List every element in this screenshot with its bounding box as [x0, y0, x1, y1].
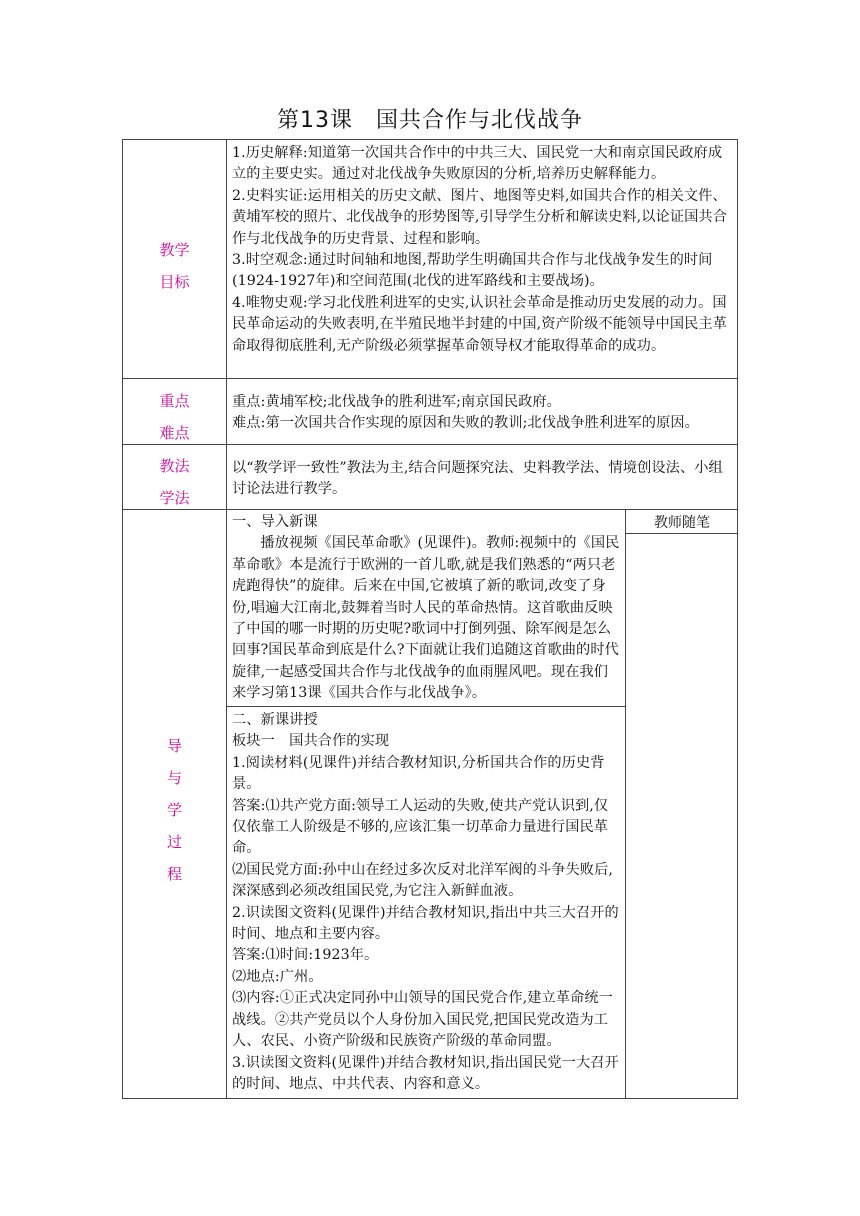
notes-header-divider	[625, 533, 737, 534]
objectives-label: 教学 目标	[159, 241, 190, 291]
objective-item: 2.史料实证:运用相关的历史文献、图片、地图等史料,如国共合作的相关文件、黄埔军校的照片、北伐战争的形势图等,引导学生分析和解读史料,以论证国共合作与北伐战争的历史背景、过程和影响。	[232, 187, 727, 247]
new-lesson-section	[232, 710, 620, 1095]
methods-content: 以“教学评一致性”教法为主,结合问题探究法、史料教学法、情境创设法、小组讨论法进行教学。	[232, 460, 723, 498]
lesson-line: ⑶内容:①正式决定同孙中山领导的国民党合作,建立革命统一战线。②共产党员以个人身份加入国民党,把国民党改造为工人、农民、小资产阶级和民族资产阶级的革命同盟。	[232, 990, 613, 1050]
process-label: 导 与 学 过 程	[166, 737, 182, 883]
lesson-line: ⑵地点:广州。	[232, 968, 323, 985]
lesson-line: 答案:⑴共产党方面:领导工人运动的失败,使共产党认识到,仅仅依靠工人阶级是不够的,应该汇集一切革命力量进行国民革命。	[232, 797, 609, 857]
objective-item: 4.唯物史观:学习北伐胜利进军的史实,认识社会革命是推动历史发展的动力。国民革命运动的失败表明,在半殖民地半封建的中国,资产阶级不能领导中国民主革命取得彻底胜利,无产阶级必须掌握革命领导权才能取得革命的成功。	[232, 294, 727, 354]
intro-text: 播放视频《国民革命歌》(见课件)。教师:视频中的《国民革命歌》本是流行于欧洲的一首儿歌,就是我们熟悉的“两只老虎跑得快”的旋律。后来在中国,它被填了新的歌词,改变了身份,唱遍大江南北,鼓舞着当时人民的革命热情。这首歌曲反映了中国的哪一时期的历史呢?歌词中打倒列强、除军阀是怎么回事?国民革命到底是什么?下面就让我们追随这首歌曲的时代旋律,一起感受国共合作与北伐战争的血雨腥风吧。现在我们来学习第13课《国共合作与北伐战争》。	[232, 535, 620, 702]
intro-section	[232, 512, 620, 705]
lesson-line: ⑵国民党方面:孙中山在经过多次反对北洋军阀的斗争失败后,深深感到必须改组国民党,为它注入新鲜血液。	[232, 861, 613, 900]
key-point-line: 难点:第一次国共合作实现的原因和失败的教训;北伐战争胜利进军的原因。	[232, 415, 699, 432]
lesson-line: 二、新课讲授	[232, 712, 318, 728]
lesson-plan-table	[122, 139, 738, 1099]
lesson-line: 答案:⑴时间:1923年。	[232, 947, 379, 964]
key-points-content	[232, 392, 732, 435]
lesson-line: 2.识读图文资料(见课件)并结合教材知识,指出中共三大召开的时间、地点和主要内容。	[232, 904, 619, 943]
methods-label: 教法 学法	[159, 457, 190, 507]
objective-item: 1.历史解释:知道第一次国共合作中的中共三大、国民党一大和南京国民政府成立的主要史实。通过对北伐战争失败原因的分析,培养历史解释能力。	[232, 145, 723, 183]
notes-column-divider	[625, 509, 626, 1098]
lesson-line: 3.识读图文资料(见课件)并结合教材知识,指出国民党一大召开的时间、地点、中共代表、内容和意义。	[232, 1054, 619, 1092]
key-points-label: 重点 难点	[159, 392, 190, 442]
objective-item: 3.时空观念:通过时间轴和地图,帮助学生明确国共合作与北伐战争发生的时间(1924-1927年)和空间范围(北伐的进军路线和主要战场)。	[232, 252, 713, 290]
key-point-line: 重点:黄埔军校;北伐战争的胜利进军;南京国民政府。	[232, 394, 561, 410]
lesson-line: 1.阅读材料(见课件)并结合教材知识,分析国共合作的历史背景。	[232, 754, 605, 793]
lesson-title: 第13课 国共合作与北伐战争	[277, 108, 583, 133]
objectives-content	[232, 143, 732, 357]
intro-divider	[226, 706, 625, 707]
lesson-line: 板块一 国共合作的实现	[232, 733, 390, 750]
intro-heading: 一、导入新课	[232, 514, 318, 530]
teacher-notes-header: 教师随笔	[654, 515, 710, 531]
label-column-divider	[226, 140, 227, 1098]
row-divider	[123, 378, 737, 379]
